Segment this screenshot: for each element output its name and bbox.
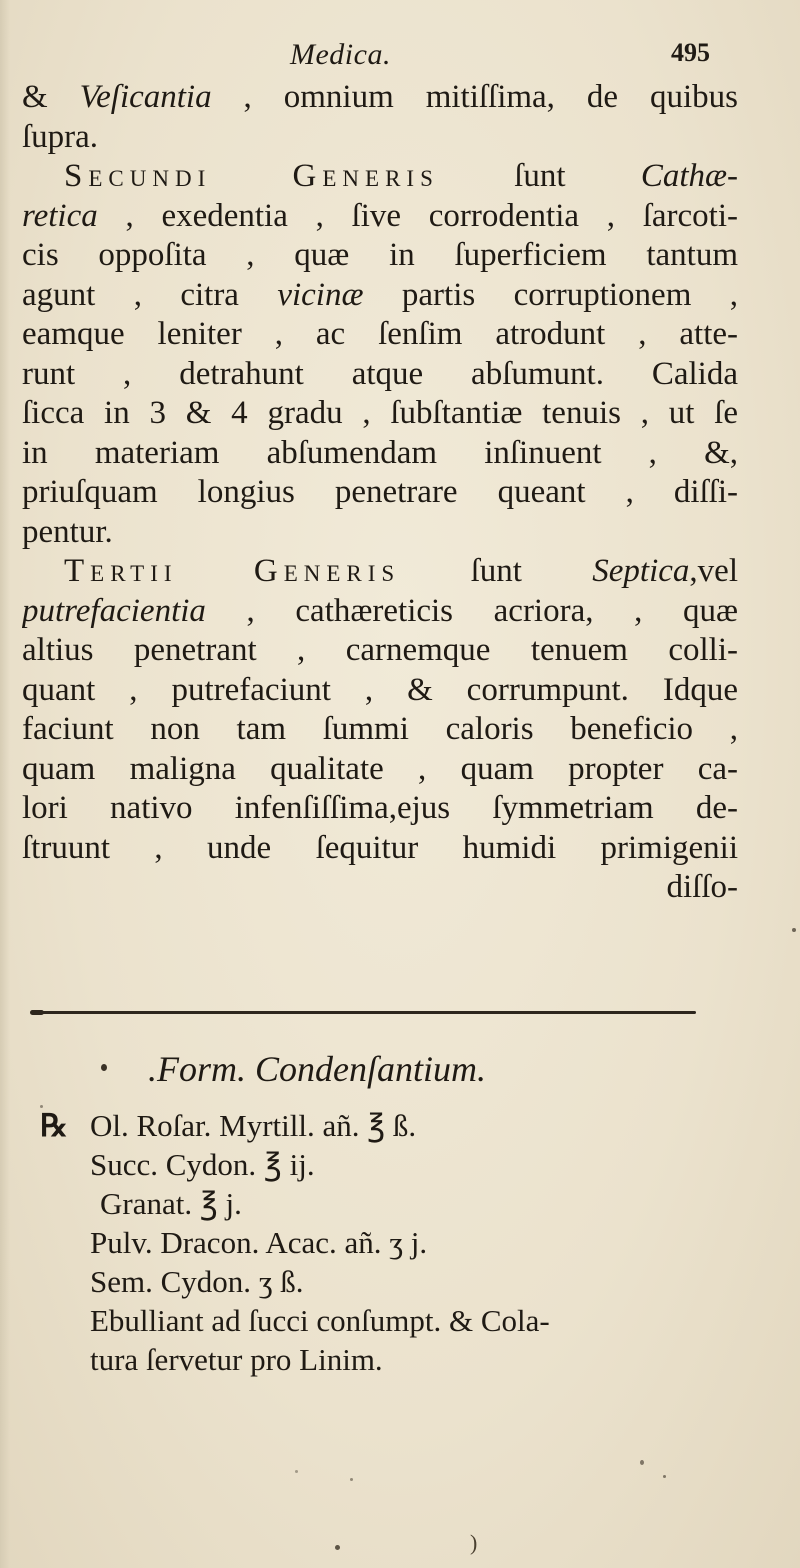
main-text-block: [22, 78, 738, 908]
recipe-line: Granat. ℥ j.: [100, 1186, 242, 1221]
text-line: lori nativo infenſiſſima,ejus ſymmetriam de-: [22, 790, 738, 826]
page-number: 495: [671, 38, 710, 67]
recipe-symbol: ℞: [40, 1108, 68, 1144]
ink-speck: [101, 1064, 107, 1071]
page-gutter-shadow: [0, 0, 10, 1568]
page-header: [290, 38, 710, 78]
formula-heading: .Form. Condenſantium.: [148, 1049, 486, 1089]
horizontal-rule: [40, 1011, 696, 1014]
catchword: diſſo-: [666, 869, 738, 905]
recipe-line: Ebulliant ad ſucci conſumpt. & Cola-: [90, 1303, 550, 1338]
text-line: ſicca in 3 & 4 gradu , ſubſtantiæ tenuis , ut ſe: [22, 395, 738, 431]
recipe-block: [40, 1106, 760, 1379]
ink-speck: [40, 1105, 43, 1108]
text-line: putrefacientia , cathæreticis acriora, , quæ: [22, 592, 738, 629]
pencil-mark: ): [470, 1530, 478, 1555]
recipe-line: ℞ Ol. Roſar. Myrtill. añ. ℥ ß.: [40, 1108, 417, 1144]
ink-speck: [350, 1478, 353, 1481]
text-line: quant , putrefaciunt , & corrumpunt. Idque: [22, 671, 738, 708]
text-line: Tertii Generis ſunt Septica,vel: [64, 553, 738, 589]
text-line: retica , exedentia , ſive corrodentia , ſarcoti-: [22, 197, 738, 234]
text-line: altius penetrant , carnemque tenuem colli-: [22, 632, 738, 668]
text-line: quam maligna qualitate , quam propter ca-: [22, 750, 738, 787]
recipe-line: tura ſervetur pro Linim.: [90, 1342, 383, 1377]
text-line: ſtruunt , unde ſequitur humidi primigenii: [22, 829, 738, 866]
text-line: agunt , citra vicinæ partis corruptionem ,: [22, 276, 738, 313]
ink-speck: [792, 928, 796, 932]
ink-speck: [335, 1545, 340, 1550]
text-line: faciunt non tam ſummi caloris beneficio ,: [22, 711, 738, 747]
text-line: & Veſicantia , omnium mitiſſima, de quibus: [22, 79, 738, 115]
text-line: ſupra.: [22, 118, 99, 155]
ink-speck: [295, 1470, 298, 1473]
recipe-line: Succ. Cydon. ℥ ij.: [90, 1147, 315, 1182]
ink-speck: [663, 1475, 666, 1478]
text-line: runt , detrahunt atque abſumunt. Calida: [22, 355, 738, 392]
text-line: eamque leniter , ac ſenſim atrodunt , atte-: [22, 316, 738, 352]
ink-speck: [640, 1460, 644, 1465]
text-line: pentur.: [22, 513, 113, 550]
text-line: Secundi Generis ſunt Cathæ-: [64, 158, 738, 194]
text-line: in materiam abſumendam inſinuent , &,: [22, 434, 738, 471]
recipe-line: Pulv. Dracon. Acac. añ. ʒ j.: [90, 1225, 428, 1260]
running-head: Medica.: [290, 38, 391, 71]
text-line: priuſquam longius penetrare queant , diſſi-: [22, 474, 738, 510]
text-line: cis oppoſita , quæ in ſuperficiem tantum: [22, 237, 738, 273]
recipe-line: Sem. Cydon. ʒ ß.: [90, 1264, 304, 1299]
